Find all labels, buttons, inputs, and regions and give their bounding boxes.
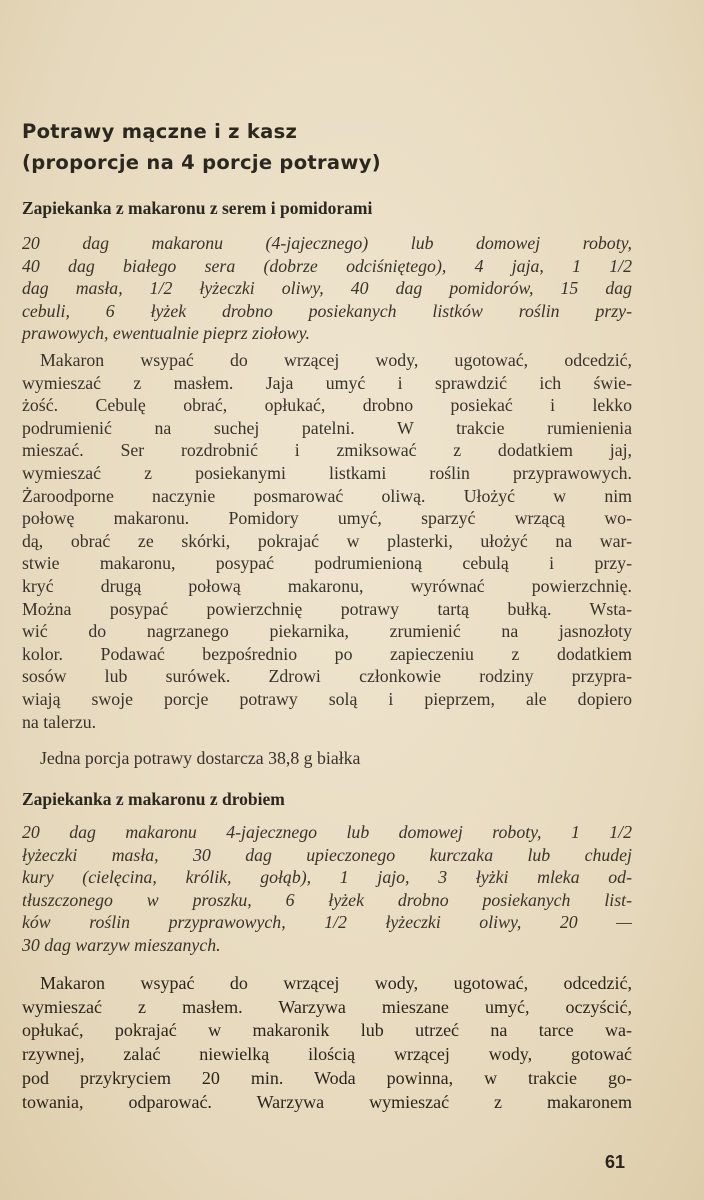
- instructions-line: mieszać. Ser rozdrobnić i zmiksować z dodatkiem jaj,: [22, 440, 632, 461]
- nutrition-note: Jedna porcja potrawy dostarcza 38,8 g białka: [40, 748, 361, 768]
- ingredients-line: 30 dag warzyw mieszanych.: [22, 934, 221, 955]
- instructions-text: [22, 349, 632, 733]
- instructions-line: Można posypać powierzchnię potrawy tartą bułką. Wsta-: [22, 598, 632, 619]
- instructions-line: wymieszać z masłem. Warzywa mieszane umyć, oczyścić,: [22, 996, 632, 1017]
- instructions-text: [22, 972, 632, 1114]
- instructions-line: rzywnej, zalać niewielką ilością wrzącej wody, gotować: [22, 1044, 632, 1065]
- ingredients-line: ków roślin przyprawowych, 1/2 łyżeczki oliwy, 20 —: [22, 912, 632, 933]
- ingredients-line: łyżeczki masła, 30 dag upieczonego kurczaka lub chudej: [22, 844, 632, 865]
- ingredients-line: tłuszczonego w proszku, 6 łyżek drobno posiekanych list-: [22, 889, 632, 910]
- instructions-line: na talerzu.: [22, 711, 97, 732]
- instructions-line: żość. Cebulę obrać, opłukać, drobno posiekać i lekko: [22, 395, 632, 416]
- ingredients-list: [22, 821, 632, 957]
- ingredients-line: prawowych, ewentualnie pieprz ziołowy.: [22, 323, 310, 344]
- instructions-line: Makaron wsypać do wrzącej wody, ugotować, odcedzić,: [40, 973, 632, 993]
- instructions-line: podrumienić na suchej patelni. W trakcie rumienienia: [22, 417, 632, 438]
- ingredients-line: kury (cielęcina, królik, gołąb), 1 jajo, 3 łyżki mleka od-: [22, 867, 632, 888]
- ingredients-line: 40 dag białego sera (dobrze odciśniętego), 4 jaja, 1 1/2: [22, 255, 632, 276]
- instructions-line: opłukać, pokrajać w makaronik lub utrzeć na tarce wa-: [22, 1020, 632, 1041]
- ingredients-line: dag masła, 1/2 łyżeczki oliwy, 40 dag pomidorów, 15 dag: [22, 278, 632, 299]
- ingredients-line: 20 dag makaronu 4-jajecznego lub domowej roboty, 1 1/2: [22, 822, 632, 842]
- instructions-line: wiają swoje porcje potrawy solą i pieprzem, ale dopiero: [22, 688, 632, 709]
- recipe-title: Zapiekanka z makaronu z serem i pomidorami: [22, 198, 373, 218]
- instructions-line: pod przykryciem 20 min. Woda powinna, w trakcie go-: [22, 1067, 632, 1088]
- instructions-line: połowę makaronu. Pomidory umyć, sparzyć wrzącą wo-: [22, 508, 632, 529]
- chapter-heading: [22, 116, 682, 178]
- chapter-title: Potrawy mączne i z kasz: [22, 120, 298, 143]
- recipe-title: Zapiekanka z makaronu z drobiem: [22, 789, 285, 809]
- instructions-line: wymieszać z masłem. Jaja umyć i sprawdzić ich świe-: [22, 372, 632, 393]
- instructions-line: stwie makaronu, posypać podrumienioną cebulą i przy-: [22, 553, 632, 574]
- instructions-line: kryć drugą połową makaronu, wyrównać powierzchnię.: [22, 575, 632, 596]
- ingredients-line: cebuli, 6 łyżek drobno posiekanych listków roślin przy-: [22, 300, 632, 321]
- instructions-line: Makaron wsypać do wrzącej wody, ugotować, odcedzić,: [40, 350, 632, 370]
- instructions-line: towania, odparować. Warzywa wymieszać z makaronem: [22, 1091, 632, 1112]
- instructions-line: wymieszać z posiekanymi listkami roślin przyprawowych.: [22, 462, 632, 483]
- instructions-line: wić do nagrzanego piekarnika, zrumienić na jasnozłoty: [22, 621, 632, 642]
- ingredients-line: 20 dag makaronu (4-jajecznego) lub domowej roboty,: [22, 233, 632, 253]
- instructions-line: Żaroodporne naczynie posmarować oliwą. Ułożyć w nim: [22, 485, 632, 506]
- chapter-subtitle: (proporcje na 4 porcje potrawy): [22, 151, 381, 174]
- instructions-line: dą, obrać ze skórki, pokrajać w plasterki, ułożyć na war-: [22, 530, 632, 551]
- ingredients-list: [22, 232, 632, 345]
- instructions-line: sosów lub surówek. Zdrowi członkowie rodziny przypra-: [22, 666, 632, 687]
- page-number: 61: [605, 1152, 626, 1172]
- instructions-line: kolor. Podawać bezpośrednio po zapieczeniu z dodatkiem: [22, 643, 632, 664]
